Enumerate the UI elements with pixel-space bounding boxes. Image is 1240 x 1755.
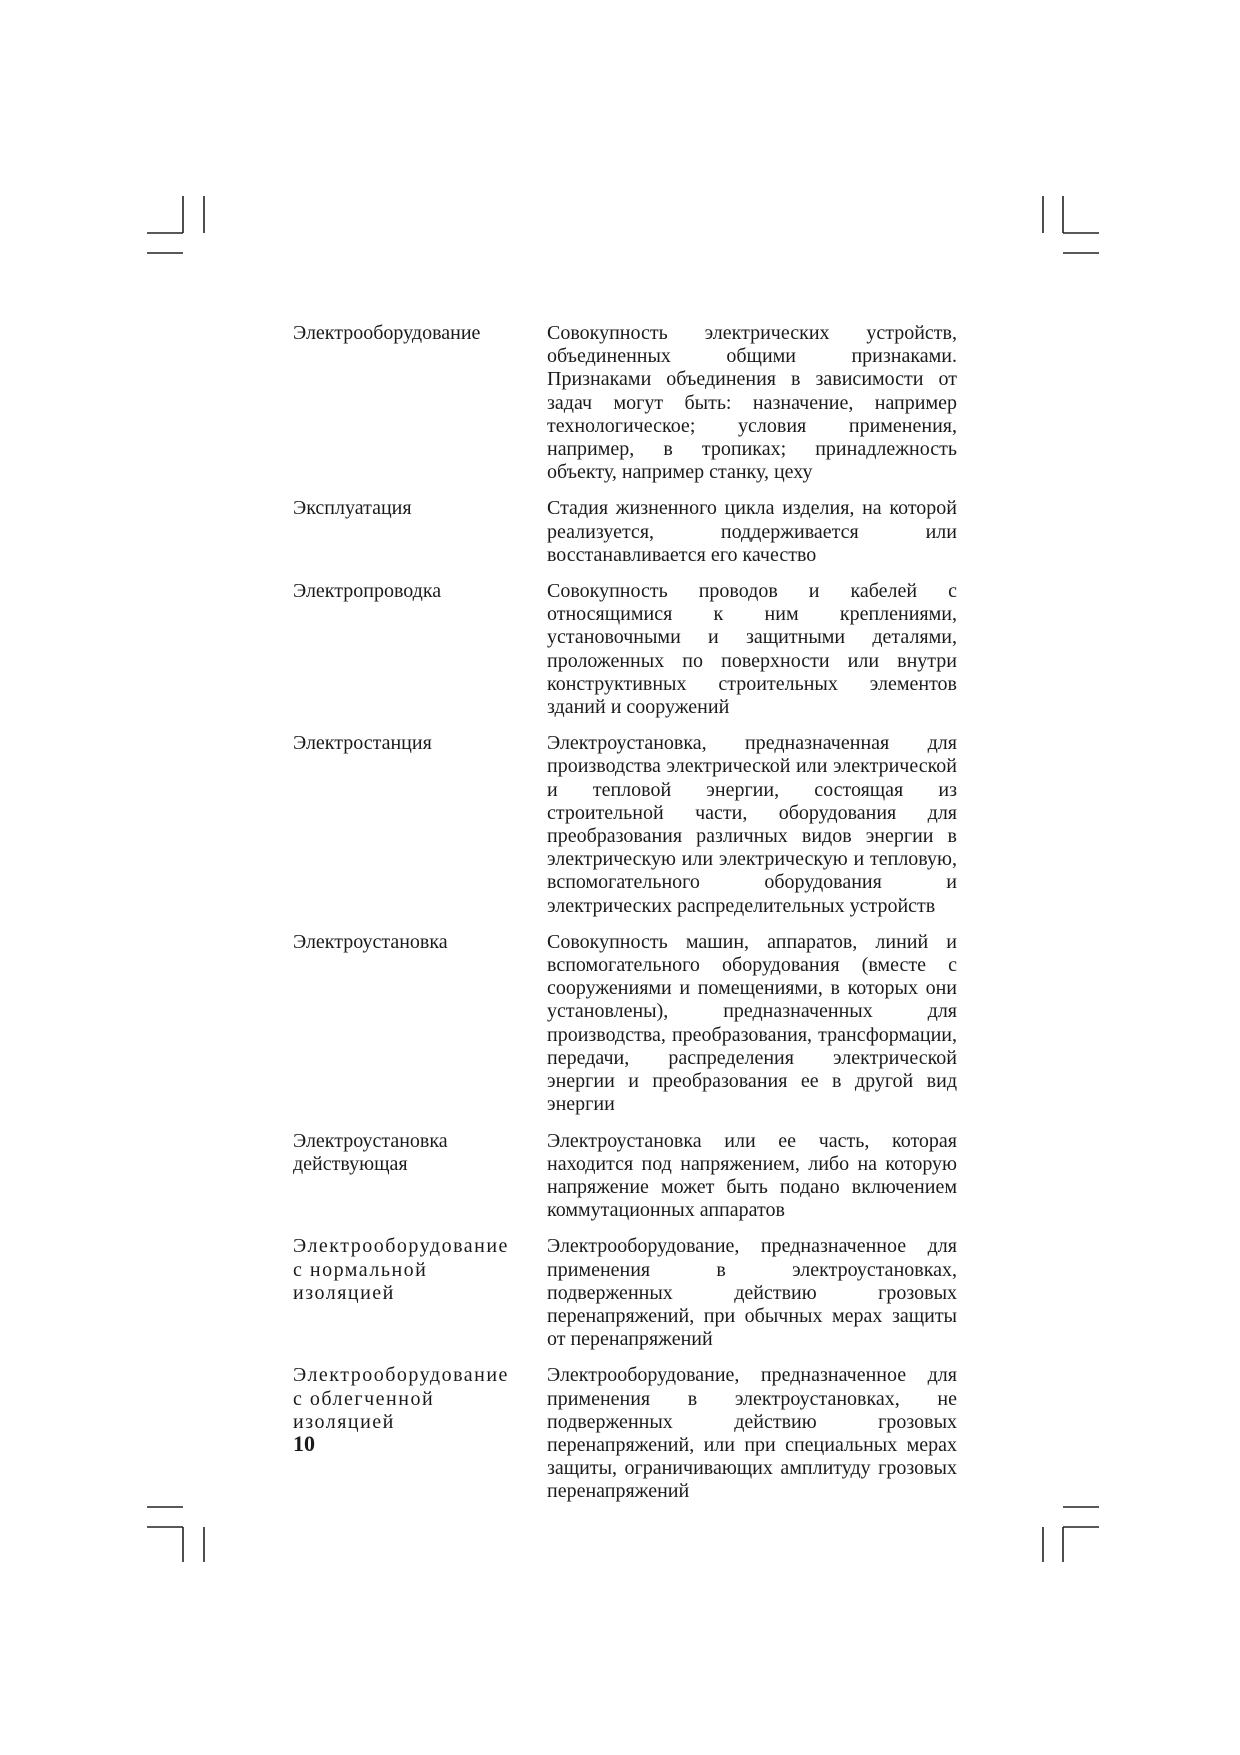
glossary-entry xyxy=(293,931,963,1117)
glossary-definition: Электрооборудование, предназначенное для применения в электроустановках, не подверженных действию грозовых перенапряжений, или при специальных мерах защиты, ограничивающих амплитуду грозовых перенапряжений xyxy=(547,1364,957,1503)
glossary xyxy=(293,322,963,1504)
glossary-term: Электроустановка действующая xyxy=(293,1129,448,1175)
glossary-entry xyxy=(293,580,963,719)
crop-mark-top-right xyxy=(1043,196,1099,253)
glossary-definition: Стадия жизненного цикла изделия, на которой реализуется, поддерживается или восстанавливается его качество xyxy=(547,497,957,566)
glossary-definition: Электроустановка, предназначенная для производства электрической или электрической и тепловой энергии, состоящая из строительной части, оборудования для преобразования различных видов энергии в электрическую или электрическую и тепловую, вспомогательного оборудования и электрических распределительных устройств xyxy=(547,732,957,917)
glossary-entry xyxy=(293,1364,963,1503)
glossary-entry xyxy=(293,1130,963,1223)
glossary-entry xyxy=(293,322,963,484)
crop-mark-bottom-left xyxy=(147,1507,204,1562)
glossary-term: Электропроводка xyxy=(293,580,442,603)
crop-mark-bottom-right xyxy=(1043,1507,1099,1562)
crop-mark-top-left xyxy=(147,196,204,253)
glossary-entry xyxy=(293,1235,963,1351)
glossary-definition: Совокупность проводов и кабелей с относящимися к ним креплениями, установочными и защитными деталями, проложенных по поверхности или внутри конструктивных строительных элементов зданий и сооружений xyxy=(547,580,957,719)
glossary-term: Эксплуатация xyxy=(293,497,412,520)
page-number: 10 xyxy=(293,1431,315,1456)
glossary-definition: Электроустановка или ее часть, которая находится под напряжением, либо на которую напряжение может быть подано включением коммутационных аппаратов xyxy=(547,1129,957,1222)
glossary-definition: Совокупность электрических устройств, объединенных общими признаками. Признаками объединения в зависимости от задач могут быть: назначение, например технологическое; условия применения, например, в тропиках; принадлежность объекту, например станку, цеху xyxy=(547,322,957,484)
glossary-entry xyxy=(293,732,963,918)
glossary-term: Электростанция xyxy=(293,732,432,755)
glossary-term: Электрооборудование xyxy=(293,322,481,344)
glossary-definition: Электрооборудование, предназначенное для применения в электроустановках, подверженных действию грозовых перенапряжений, при обычных мерах защиты от перенапряжений xyxy=(547,1235,957,1351)
glossary-term: Электрооборудование с облегченной изоляцией xyxy=(293,1364,509,1433)
glossary-term: Электроустановка xyxy=(293,930,448,953)
glossary-term: Электрооборудование с нормальной изоляцией xyxy=(293,1235,509,1304)
glossary-entry xyxy=(293,497,963,567)
glossary-definition: Совокупность машин, аппаратов, линий и вспомогательного оборудования (вместе с сооружениями и помещениями, в которых они установлены), предназначенных для производства, преобразования, трансформации, передачи, распределения электрической энергии и преобразования ее в другой вид энергии xyxy=(547,930,957,1116)
